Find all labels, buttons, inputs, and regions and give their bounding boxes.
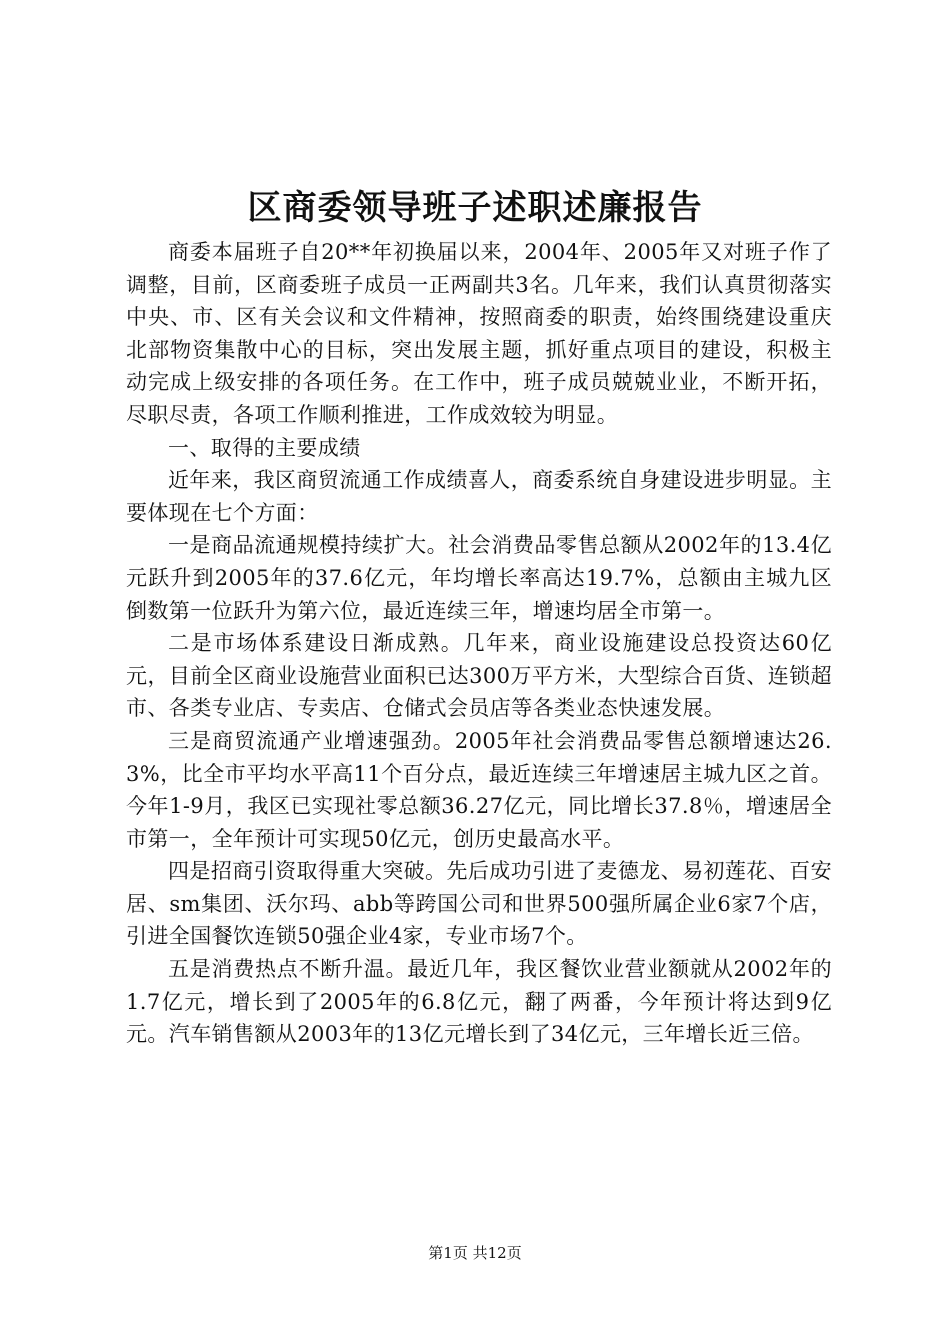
document-title: 区商委领导班子述职述廉报告 <box>247 188 703 228</box>
paragraph-point-5: 五是消费热点不断升温。最近几年，我区餐饮业营业额就从2002年的1.7亿元，增长到了2005年的6.8亿元，翻了两番，今年预计将达到9亿元。汽车销售额从2003年的13亿元增长到了34亿元，三年增长近三倍。 <box>126 957 832 1047</box>
paragraph-intro: 商委本届班子自20**年初换届以来，2004年、2005年又对班子作了调整，目前，区商委班子成员一正两副共3名。几年来，我们认真贯彻落实中央、市、区有关会议和文件精神，按照商委的职责，始终围绕建设重庆北部物资集散中心的目标，突出发展主题，抓好重点项目的建设，积极主动完成上级安排的各项任务。在工作中，班子成员兢兢业业，不断开拓，尽职尽责，各项工作顺利推进，工作成效较为明显。 <box>126 240 832 427</box>
paragraph-point-4: 四是招商引资取得重大突破。先后成功引进了麦德龙、易初莲花、百安居、sm集团、沃尔玛、abb等跨国公司和世界500强所属企业6家7个店，引进全国餐饮连锁50强企业4家，专业市场7个。 <box>126 859 832 949</box>
document-body <box>126 236 832 1051</box>
page-number-footer: 第1页 共12页 <box>428 1244 522 1262</box>
section-heading-achievements: 一、取得的主要成绩 <box>168 435 361 460</box>
paragraph-point-3: 三是商贸流通产业增速强劲。2005年社会消费品零售总额增速达26.3%，比全市平均水平高11个百分点，最近连续三年增速居主城九区之首。今年1-9月，我区已实现社零总额36.27亿元，同比增长37.8％，增速居全市第一，全年预计可实现50亿元，创历史最高水平。 <box>126 728 832 851</box>
paragraph-point-2: 二是市场体系建设日渐成熟。几年来，商业设施建设总投资达60亿元，目前全区商业设施营业面积已达300万平方米，大型综合百货、连锁超市、各类专业店、专卖店、仓储式会员店等各类业态快速发展。 <box>126 631 832 721</box>
paragraph-point-1: 一是商品流通规模持续扩大。社会消费品零售总额从2002年的13.4亿元跃升到2005年的37.6亿元，年均增长率高达19.7%，总额由主城九区倒数第一位跃升为第六位，最近连续三年，增速均居全市第一。 <box>126 533 832 623</box>
paragraph-overview: 近年来，我区商贸流通工作成绩喜人，商委系统自身建设进步明显。主要体现在七个方面： <box>126 468 832 525</box>
